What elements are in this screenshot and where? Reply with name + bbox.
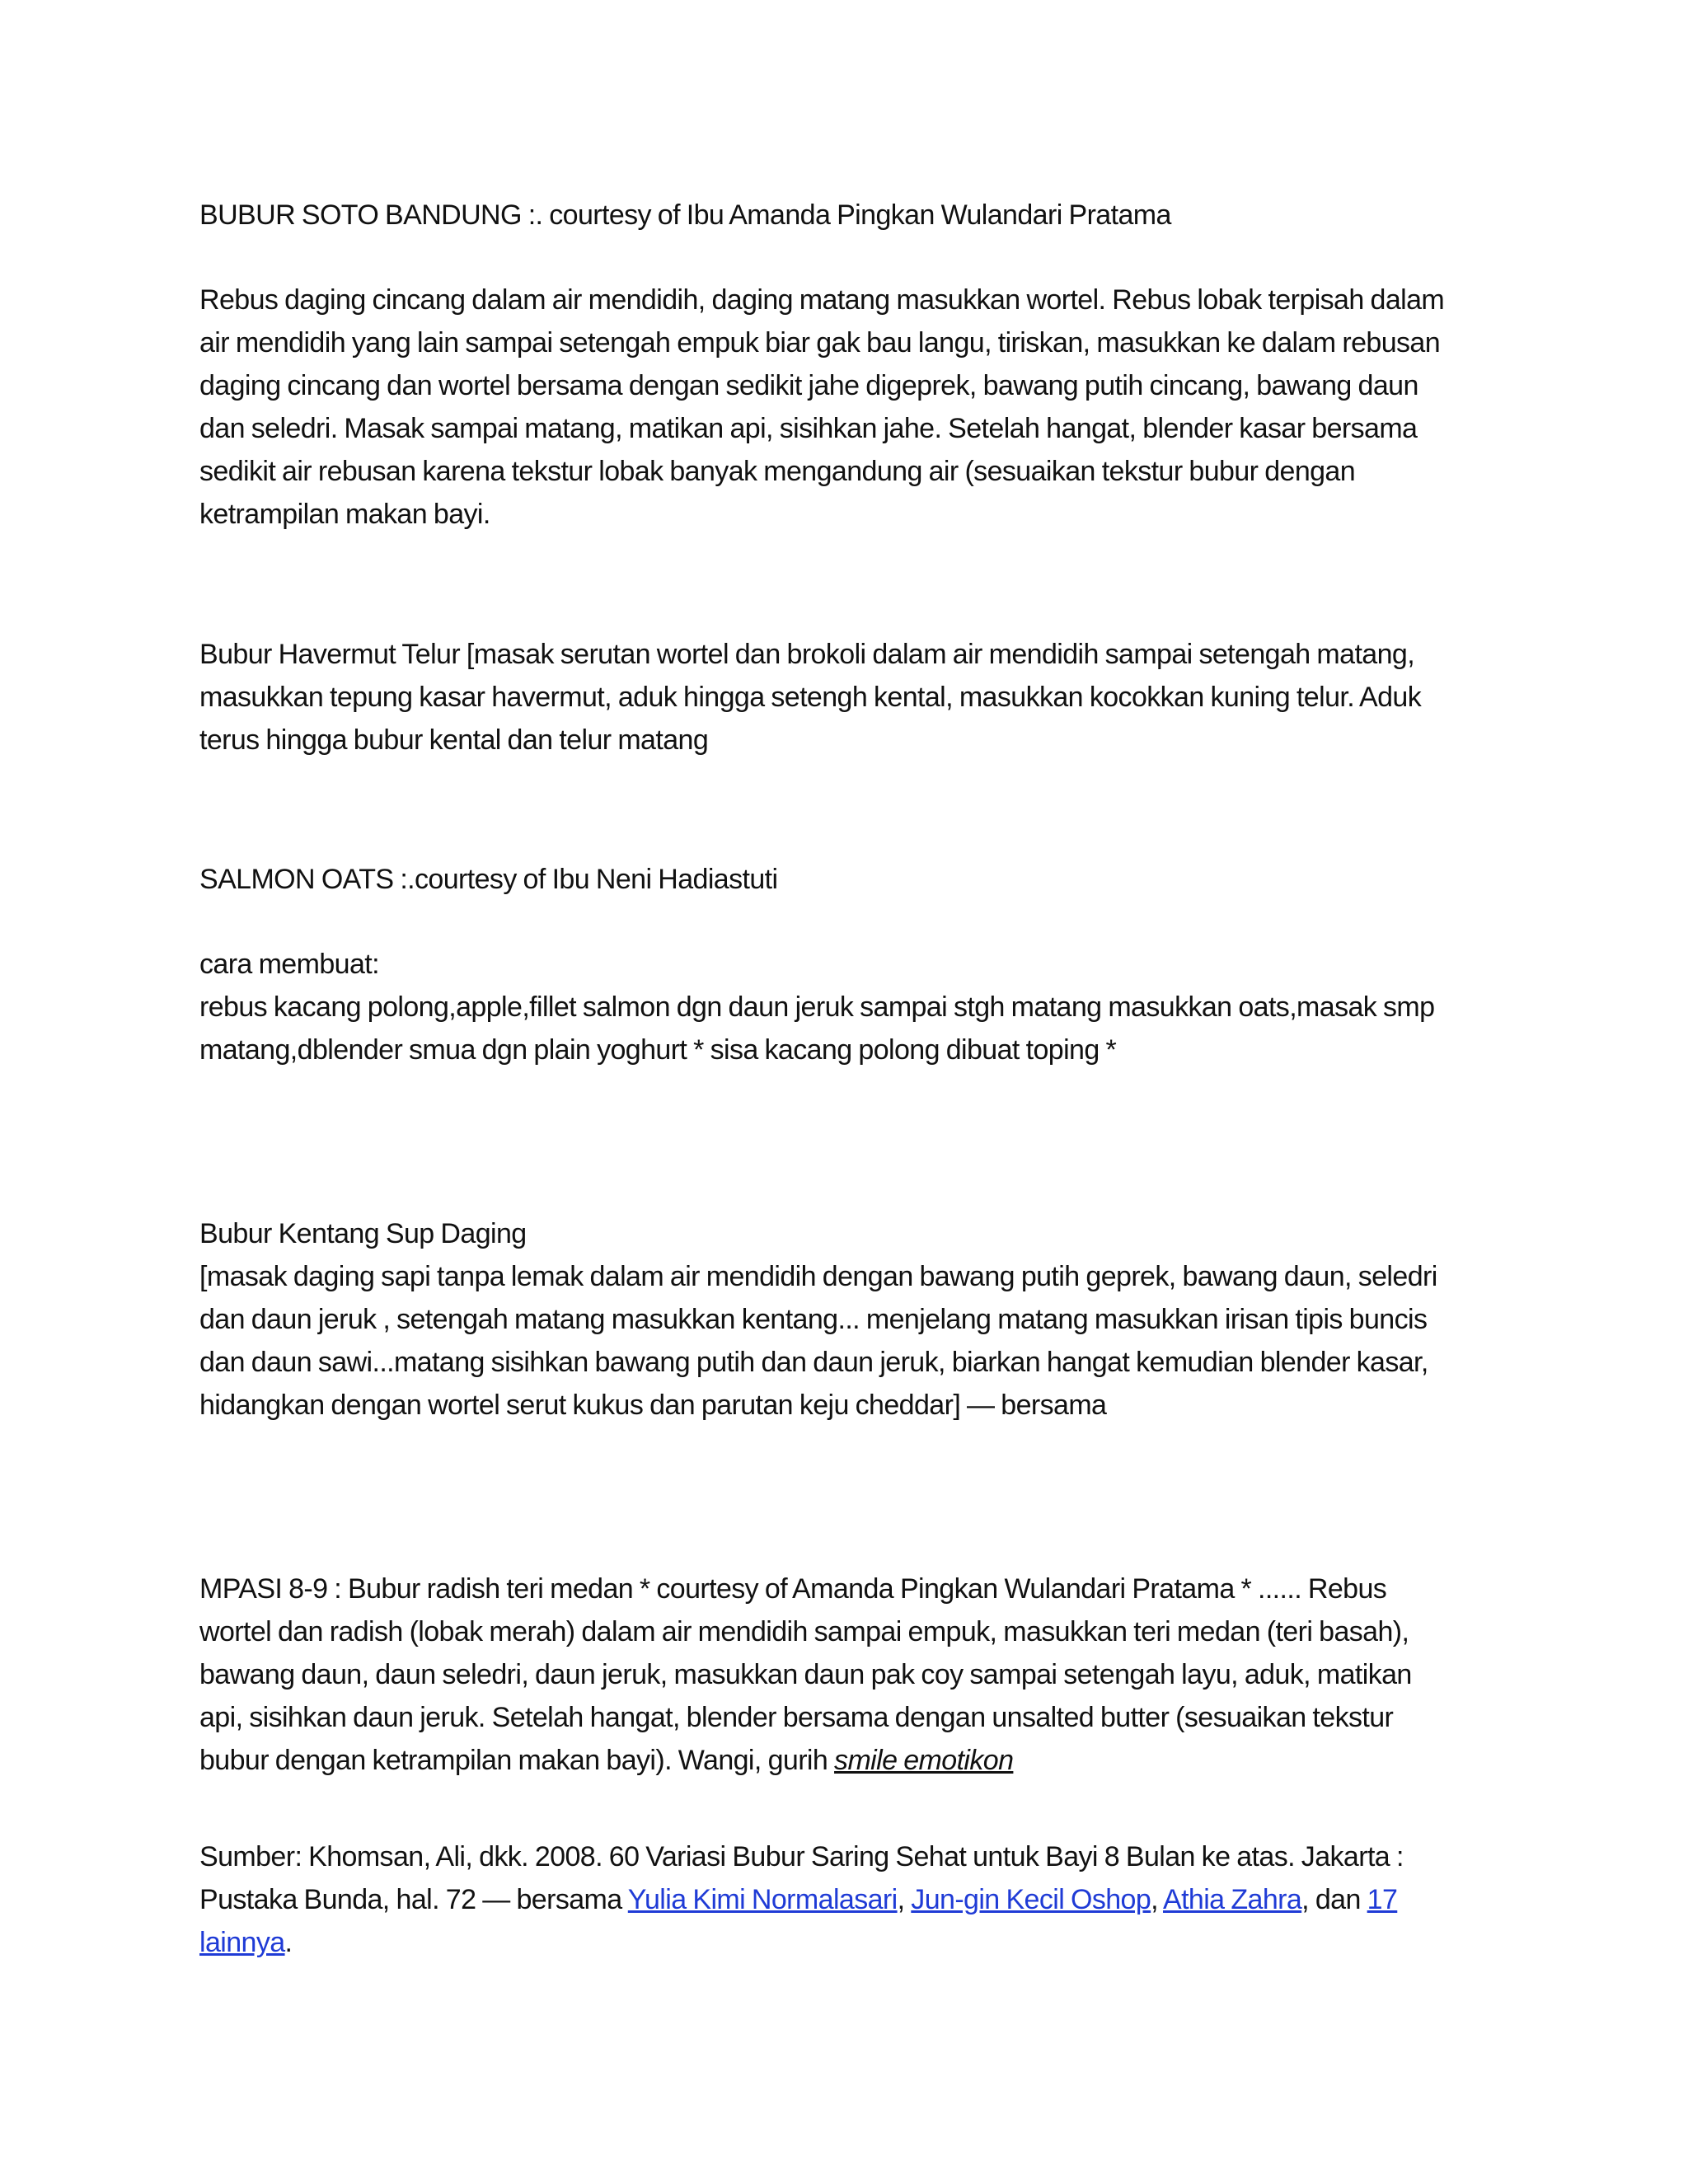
section-bubur-soto-bandung-body xyxy=(199,279,1518,536)
paragraph-line: rebus kacang polong,apple,fillet salmon dgn daun jeruk sampai stgh matang masukkan oats,masak smp xyxy=(199,991,1435,1023)
section-mpasi-8-9 xyxy=(199,1568,1518,1782)
paragraph-line: air mendidih yang lain sampai setengah empuk biar gak bau langu, tiriskan, masukkan ke dalam rebusan xyxy=(199,327,1441,359)
source-line-end xyxy=(199,1921,1518,1964)
paragraph-line: dan seledri. Masak sampai matang, matikan api, sisihkan jahe. Setelah hangat, blender kasar bersama xyxy=(199,413,1418,444)
smile-emoticon-text: smile emotikon xyxy=(834,1745,1014,1776)
paragraph-line: masukkan tepung kasar havermut, aduk hingga setengh kental, masukkan kocokkan kuning telur. Aduk xyxy=(199,682,1422,713)
section-bubur-havermut-telur xyxy=(199,633,1518,762)
paragraph-line: dan daun sawi...matang sisihkan bawang putih dan daun jeruk, biarkan hangat kemudian blender kasar, xyxy=(199,1347,1428,1378)
tag-link-athia-zahra[interactable]: Athia Zahra xyxy=(1163,1884,1302,1915)
paragraph-line: cara membuat: xyxy=(199,949,379,980)
section-title: SALMON OATS :.courtesy of Ibu Neni Hadiastuti xyxy=(199,864,778,895)
tag-link-17-others[interactable]: 17 xyxy=(1367,1884,1398,1915)
paragraph-line: sedikit air rebusan karena tekstur lobak banyak mengandung air (sesuaikan tekstur bubur dengan xyxy=(199,456,1356,487)
separator: , xyxy=(897,1884,912,1915)
paragraph-line: daging cincang dan wortel bersama dengan sedikit jahe digeprek, bawang putih cincang, bawang daun xyxy=(199,370,1418,401)
tag-link-yulia-kimi-normalasari[interactable]: Yulia Kimi Normalasari xyxy=(627,1884,898,1915)
source-line: Sumber: Khomsan, Ali, dkk. 2008. 60 Variasi Bubur Saring Sehat untuk Bayi 8 Bulan ke atas. Jakarta : xyxy=(199,1841,1404,1872)
paragraph-line: wortel dan radish (lobak merah) dalam air mendidih sampai empuk, masukkan teri medan (teri basah), xyxy=(199,1616,1409,1647)
source-line-tags xyxy=(199,1878,1518,1921)
tag-link-jun-gin-kecil-oshop[interactable]: Jun-gin Kecil Oshop xyxy=(911,1884,1151,1915)
paragraph-line: Bubur Havermut Telur [masak serutan wortel dan brokoli dalam air mendidih sampai setengah matang, xyxy=(199,639,1415,670)
paragraph-line: Bubur Kentang Sup Daging xyxy=(199,1218,527,1249)
paragraph-line: Rebus daging cincang dalam air mendidih, daging matang masukkan wortel. Rebus lobak terpisah dalam xyxy=(199,284,1445,316)
tag-link-17-others-continued[interactable]: lainnya xyxy=(199,1927,285,1958)
paragraph-line: hidangkan dengan wortel serut kukus dan parutan keju cheddar] — bersama xyxy=(199,1390,1107,1421)
source-text: Pustaka Bunda, hal. 72 — bersama xyxy=(199,1884,628,1915)
paragraph-line: ketrampilan makan bayi. xyxy=(199,499,490,530)
period: . xyxy=(284,1927,293,1958)
section-bubur-kentang-sup-daging xyxy=(199,1212,1518,1427)
paragraph-line: MPASI 8-9 : Bubur radish teri medan * courtesy of Amanda Pingkan Wulandari Pratama * ...... Rebus xyxy=(199,1573,1387,1605)
separator: , xyxy=(1151,1884,1163,1915)
paragraph-line: matang,dblender smua dgn plain yoghurt * sisa kacang polong dibuat toping * xyxy=(199,1034,1117,1066)
separator: , dan xyxy=(1301,1884,1367,1915)
paragraph-line: bawang daun, daun seledri, daun jeruk, masukkan daun pak coy sampai setengah layu, aduk, matikan xyxy=(199,1659,1412,1690)
paragraph-line: terus hingga bubur kental dan telur matang xyxy=(199,724,709,756)
paragraph-text: bubur dengan ketrampilan makan bayi). Wangi, gurih xyxy=(199,1745,835,1776)
section-salmon-oats-body xyxy=(199,943,1518,1071)
paragraph-line-last xyxy=(199,1739,1518,1782)
section-bubur-soto-bandung xyxy=(199,194,1518,237)
paragraph-line: [masak daging sapi tanpa lemak dalam air mendidih dengan bawang putih geprek, bawang daun, seledri xyxy=(199,1261,1437,1292)
section-salmon-oats xyxy=(199,858,1518,901)
paragraph-line: api, sisihkan daun jeruk. Setelah hangat, blender bersama dengan unsalted butter (sesuaikan tekstur xyxy=(199,1702,1394,1733)
section-title: BUBUR SOTO BANDUNG :. courtesy of Ibu Amanda Pingkan Wulandari Pratama xyxy=(199,199,1171,231)
paragraph-line: dan daun jeruk , setengah matang masukkan kentang... menjelang matang masukkan irisan tipis buncis xyxy=(199,1304,1428,1335)
section-sumber xyxy=(199,1835,1518,1964)
